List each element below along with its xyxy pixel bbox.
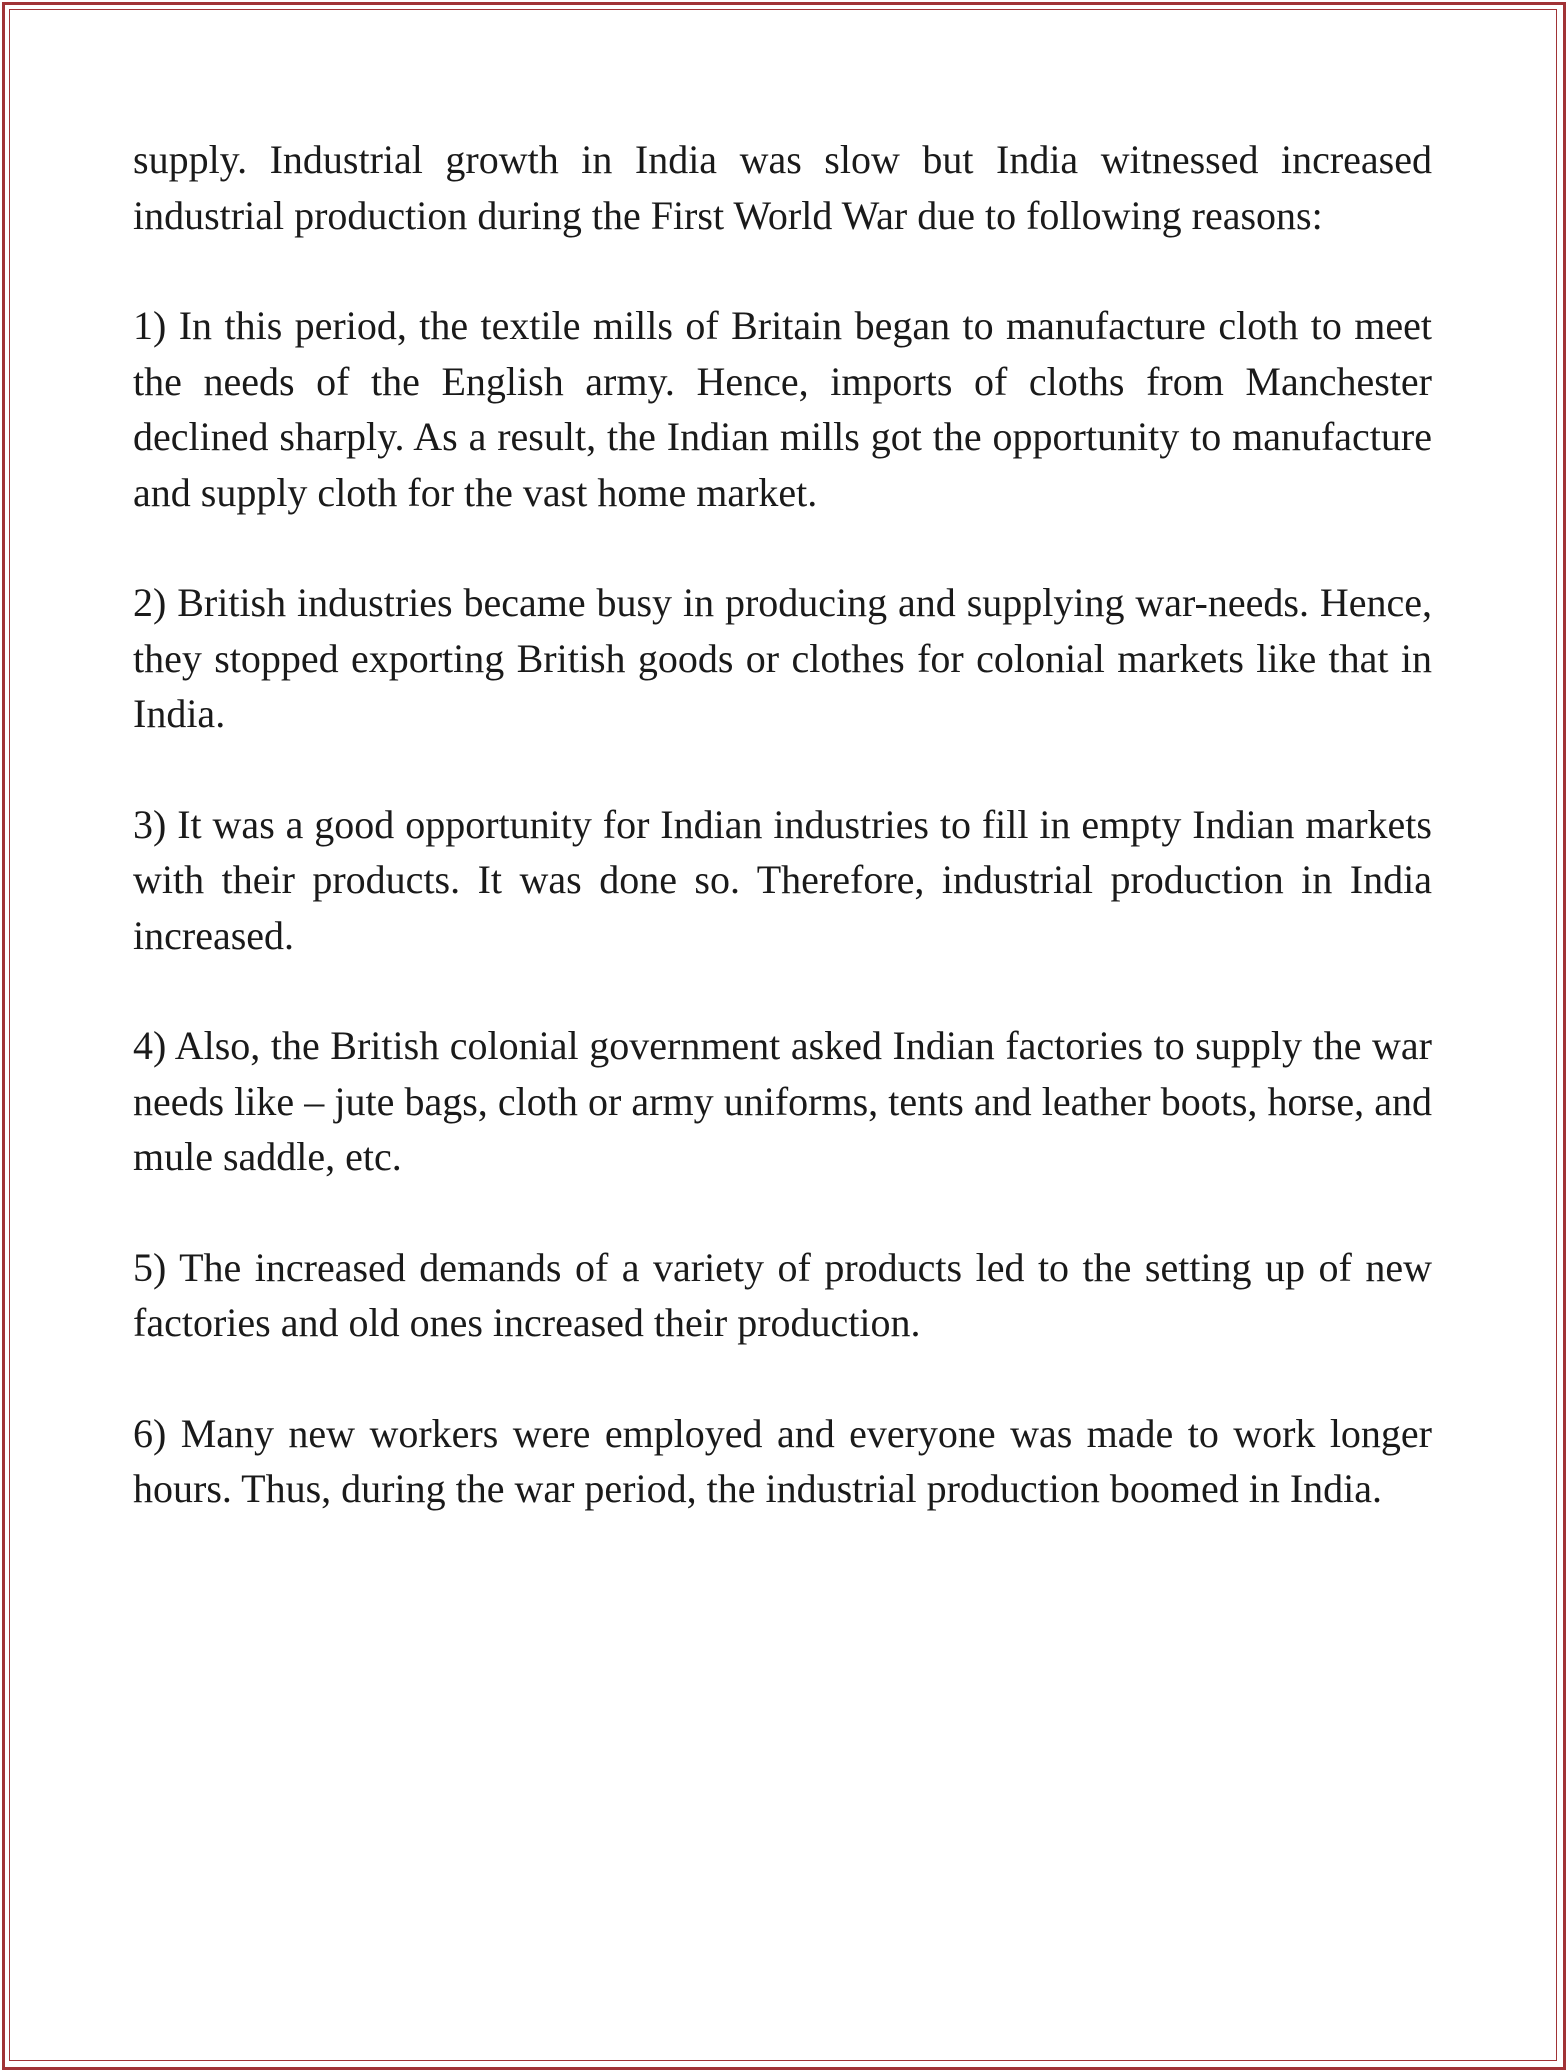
document-body <box>133 132 1432 1572</box>
paragraph-reason-4: 4) Also, the British colonial government asked Indian factories to supply the war needs like – jute bags, cloth or army uniforms, tents and leather boots, horse, and mule saddle, etc. <box>133 1023 1432 1179</box>
paragraph-reason-5: 5) The increased demands of a variety of products led to the setting up of new factories and old ones increased their production. <box>133 1244 1432 1345</box>
paragraph-reason-3: 3) It was a good opportunity for Indian industries to fill in empty Indian markets with their products. It was done so. Therefore, industrial production in India increased. <box>133 801 1432 958</box>
paragraph-reason-6: 6) Many new workers were employed and everyone was made to work longer hours. Thus, during the war period, the industrial production boomed in India. <box>133 1410 1432 1511</box>
paragraph-intro: supply. Industrial growth in India was slow but India witnessed increased industrial production during the First World War due to following reasons: <box>133 137 1432 238</box>
paragraph-reason-2: 2) British industries became busy in producing and supplying war-needs. Hence, they stopped exporting British goods or clothes for colonial markets like that in India. <box>133 580 1432 736</box>
paragraph-reason-1: 1) In this period, the textile mills of Britain began to manufacture cloth to meet the needs of the English army. Hence, imports of cloths from Manchester declined sharply. As a result, the Indian mills got the opportunity to manufacture and supply cloth for the vast home market. <box>133 303 1432 515</box>
